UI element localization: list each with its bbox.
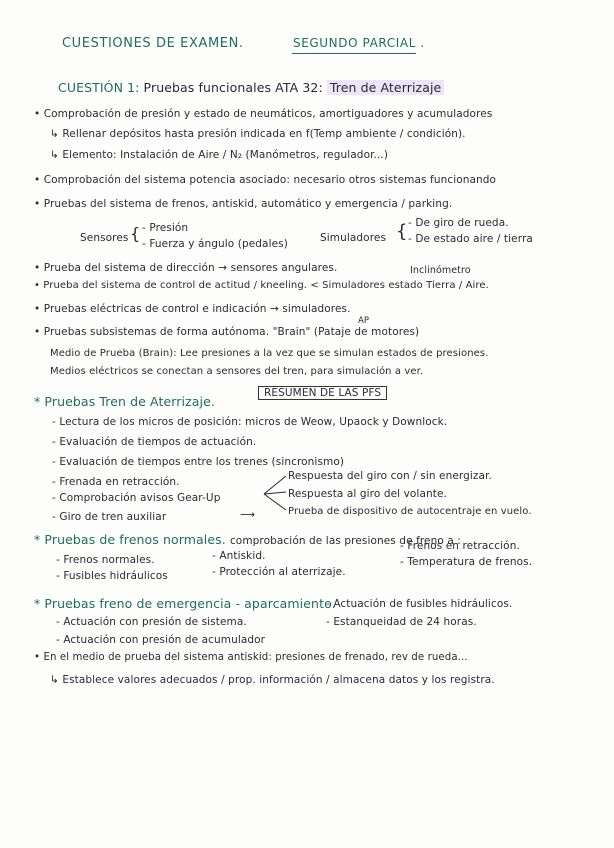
emerg-c1-1: - Actuación con presión de sistema. — [56, 616, 247, 628]
summary-box-label: RESUMEN DE LAS PFS — [258, 386, 387, 400]
subtitle-underline — [292, 53, 416, 54]
line-11: Medios eléctricos se conectan a sensores del tren, para simulación a ver. — [50, 366, 424, 377]
section-frenos-heading — [34, 532, 461, 547]
simulators-item-2: - De estado aire / tierra — [408, 233, 533, 245]
section-emerg-title: * Pruebas freno de emergencia - aparcamiento. — [34, 596, 336, 611]
sensors-brace: { — [130, 224, 141, 243]
final-line-1: • En el medio de prueba del sistema antiskid: presiones de frenado, rev de rueda... — [34, 652, 468, 663]
final-line-2: ↳ Establece valores adecuados / prop. información / almacena datos y los registra. — [50, 674, 495, 686]
bracket-arrows — [262, 470, 288, 516]
emerg-c1-2: - Actuación con presión de acumulador — [56, 634, 266, 646]
tren-right-2: Respuesta al giro del volante. — [288, 488, 447, 500]
line-2: ↳ Rellenar depósitos hasta presión indicada en f(Temp ambiente / condición). — [50, 128, 466, 140]
summary-box — [258, 387, 387, 399]
frenos-c2-1: - Antiskid. — [212, 550, 266, 562]
tren-right-1: Respuesta del giro con / sin energizar. — [288, 470, 492, 482]
tren-item-2: - Evaluación de tiempos de actuación. — [52, 436, 257, 448]
simulators-brace: { — [396, 221, 408, 242]
frenos-c1-1: - Frenos normales. — [56, 554, 155, 566]
line-4: • Comprobación del sistema potencia asociado: necesario otros sistemas funcionando — [34, 174, 497, 186]
tren-item-3: - Evaluación de tiempos entre los trenes (sincronismo) — [52, 456, 345, 468]
question-highlight: Tren de Aterrizaje — [327, 80, 445, 95]
tren-item-4: - Frenada en retracción. — [52, 476, 180, 488]
frenos-c3-1: - Frenos en retracción. — [400, 540, 520, 552]
line-9: • Pruebas subsistemas de forma autónoma. "Brain" (Pataje de motores) — [34, 326, 420, 338]
tren-item-1: - Lectura de los micros de posición: micros de Weow, Upaock y Downlock. — [52, 416, 448, 428]
line-9-note: AP — [358, 316, 370, 326]
line-1: • Comprobación de presión y estado de neumáticos, amortiguadores y acumuladores — [34, 108, 493, 120]
line-8: • Pruebas eléctricas de control e indicación → simuladores. — [34, 303, 351, 315]
line-3: ↳ Elemento: Instalación de Aire / N₂ (Manómetros, regulador...) — [50, 149, 389, 161]
line-10: Medio de Prueba (Brain): Lee presiones a la vez que se simulan estados de presiones. — [50, 348, 489, 359]
line-7-note: Inclinómetro — [410, 265, 471, 276]
page-subtitle: SEGUNDO PARCIAL . — [293, 36, 425, 50]
simulators-item-1: - De giro de rueda. — [408, 217, 509, 229]
simulators-label: Simuladores — [320, 232, 387, 244]
section-tren-title: * Pruebas Tren de Aterrizaje. — [34, 394, 215, 409]
section-frenos-title: * Pruebas de frenos normales. — [34, 532, 226, 547]
tren-right-3: Prueba de dispositivo de autocentraje en vuelo. — [288, 506, 532, 517]
sensors-item-1: - Presión — [142, 222, 189, 234]
question-heading — [58, 80, 444, 95]
line-7: • Prueba del sistema de control de actitud / kneeling. < Simuladores estado Tierra / Aire. — [34, 280, 489, 291]
section-frenos-desc: comprobación de las presiones de freno a : — [229, 535, 461, 547]
emerg-c2-1: - Actuación de fusibles hidráulicos. — [326, 598, 513, 610]
emerg-c2-2: - Estanqueidad de 24 horas. — [326, 616, 477, 628]
page-title: CUESTIONES DE EXAMEN. — [62, 36, 244, 51]
sensors-label: Sensores — [80, 232, 129, 244]
tren-item-5: - Comprobación avisos Gear-Up — [52, 492, 221, 504]
frenos-c3-2: - Temperatura de frenos. — [400, 556, 533, 568]
tren-item-6: - Giro de tren auxiliar — [52, 511, 167, 523]
question-label: CUESTIÓN 1: — [58, 80, 140, 95]
sensors-item-2: - Fuerza y ángulo (pedales) — [142, 238, 288, 250]
line-6: • Prueba del sistema de dirección → sensores angulares. — [34, 262, 338, 274]
arrow-icon: ⟶ — [240, 509, 256, 521]
question-title: Pruebas funcionales ATA 32: — [143, 80, 323, 95]
frenos-c2-2: - Protección al aterrizaje. — [212, 566, 346, 578]
line-5: • Pruebas del sistema de frenos, antiskid, automático y emergencia / parking. — [34, 198, 453, 210]
frenos-c1-2: - Fusibles hidráulicos — [56, 570, 168, 582]
